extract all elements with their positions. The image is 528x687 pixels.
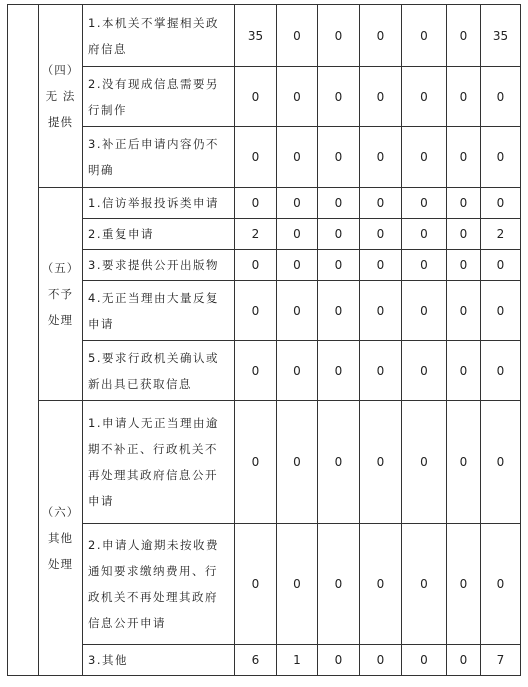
table-row: [8, 67, 521, 127]
table-row: [8, 5, 521, 67]
value-cell: 0: [447, 281, 481, 341]
value-cell: 0: [360, 127, 402, 188]
category-cell: [39, 188, 83, 401]
value-cell: 0: [235, 281, 277, 341]
value-cell: 0: [235, 127, 277, 188]
value-cell: 0: [277, 341, 318, 401]
value-cell: 0: [360, 524, 402, 645]
item-label: 3.要求提供公开出版物: [83, 250, 235, 281]
value-cell: 0: [360, 188, 402, 219]
value-cell: 0: [318, 219, 360, 250]
value-cell: 0: [318, 188, 360, 219]
category-cell: [39, 5, 83, 188]
value-cell: 0: [277, 250, 318, 281]
item-label: 2.申请人逾期未按收费通知要求缴纳费用、行政机关不再处理其政府信息公开申请: [83, 524, 235, 645]
category-label-line: 处理: [48, 557, 73, 571]
value-cell: 0: [402, 188, 447, 219]
value-cell: 0: [402, 281, 447, 341]
value-cell: 0: [481, 401, 521, 524]
value-cell: 0: [277, 127, 318, 188]
value-cell: 0: [481, 127, 521, 188]
value-cell: 0: [402, 250, 447, 281]
value-cell: 0: [235, 401, 277, 524]
value-cell: 0: [402, 67, 447, 127]
value-cell: 0: [235, 341, 277, 401]
item-label: 4.无正当理由大量反复申请: [83, 281, 235, 341]
value-cell: 0: [360, 219, 402, 250]
value-cell: 2: [235, 219, 277, 250]
value-cell: 0: [235, 524, 277, 645]
value-cell: 0: [481, 281, 521, 341]
value-cell: 0: [318, 5, 360, 67]
value-cell: 0: [318, 524, 360, 645]
table-row: [8, 645, 521, 676]
item-label: 3.其他: [83, 645, 235, 676]
value-cell: 0: [447, 401, 481, 524]
value-cell: 0: [402, 341, 447, 401]
value-cell: 0: [318, 281, 360, 341]
value-cell: 35: [481, 5, 521, 67]
value-cell: 0: [481, 341, 521, 401]
value-cell: 0: [481, 188, 521, 219]
value-cell: 0: [447, 188, 481, 219]
left-blank-cell: [8, 5, 39, 676]
value-cell: 0: [360, 250, 402, 281]
value-cell: 0: [447, 127, 481, 188]
table-row: [8, 250, 521, 281]
value-cell: 0: [402, 127, 447, 188]
table-row: [8, 188, 521, 219]
category-label-line: 提供: [48, 115, 73, 129]
value-cell: 0: [277, 188, 318, 219]
value-cell: 0: [277, 219, 318, 250]
value-cell: 0: [318, 401, 360, 524]
value-cell: 0: [235, 250, 277, 281]
value-cell: 0: [447, 250, 481, 281]
item-label: 1.信访举报投诉类申请: [83, 188, 235, 219]
value-cell: 0: [235, 188, 277, 219]
value-cell: 0: [447, 341, 481, 401]
value-cell: 6: [235, 645, 277, 676]
table-row: [8, 401, 521, 524]
value-cell: 0: [447, 524, 481, 645]
value-cell: 0: [360, 401, 402, 524]
value-cell: 0: [481, 250, 521, 281]
value-cell: 0: [402, 645, 447, 676]
value-cell: 0: [360, 341, 402, 401]
value-cell: 0: [402, 401, 447, 524]
value-cell: 0: [402, 524, 447, 645]
value-cell: 0: [447, 67, 481, 127]
value-cell: 0: [402, 219, 447, 250]
item-label: 2.没有现成信息需要另行制作: [83, 67, 235, 127]
category-label-line: 不予: [48, 287, 73, 301]
category-label-line: （四）: [41, 63, 80, 77]
value-cell: 0: [481, 524, 521, 645]
value-cell: 0: [277, 5, 318, 67]
category-label-line: （六）: [41, 505, 80, 519]
value-cell: 0: [277, 401, 318, 524]
disclosure-table: [7, 4, 521, 676]
value-cell: 0: [318, 67, 360, 127]
item-label: 3.补正后申请内容仍不明确: [83, 127, 235, 188]
value-cell: 7: [481, 645, 521, 676]
value-cell: 1: [277, 645, 318, 676]
category-label-line: 处理: [48, 313, 73, 327]
table-row: [8, 341, 521, 401]
value-cell: 0: [277, 67, 318, 127]
value-cell: 0: [360, 645, 402, 676]
value-cell: 0: [360, 281, 402, 341]
table-row: [8, 281, 521, 341]
category-label-line: （五）: [41, 261, 80, 275]
value-cell: 0: [318, 127, 360, 188]
value-cell: 0: [360, 67, 402, 127]
table-row: [8, 524, 521, 645]
value-cell: 0: [447, 645, 481, 676]
category-label-line: 无 法: [45, 89, 76, 103]
category-cell: [39, 401, 83, 676]
value-cell: 0: [235, 67, 277, 127]
value-cell: 0: [318, 341, 360, 401]
value-cell: 0: [318, 250, 360, 281]
value-cell: 0: [481, 67, 521, 127]
value-cell: 0: [402, 5, 447, 67]
item-label: 5.要求行政机关确认或新出具已获取信息: [83, 341, 235, 401]
value-cell: 0: [360, 5, 402, 67]
item-label: 2.重复申请: [83, 219, 235, 250]
table-row: [8, 127, 521, 188]
item-label: 1.申请人无正当理由逾期不补正、行政机关不再处理其政府信息公开申请: [83, 401, 235, 524]
value-cell: 0: [277, 281, 318, 341]
value-cell: 0: [318, 645, 360, 676]
value-cell: 2: [481, 219, 521, 250]
value-cell: 0: [447, 219, 481, 250]
value-cell: 0: [447, 5, 481, 67]
table-row: [8, 219, 521, 250]
category-label-line: 其他: [48, 531, 73, 545]
value-cell: 35: [235, 5, 277, 67]
value-cell: 0: [277, 524, 318, 645]
item-label: 1.本机关不掌握相关政府信息: [83, 5, 235, 67]
